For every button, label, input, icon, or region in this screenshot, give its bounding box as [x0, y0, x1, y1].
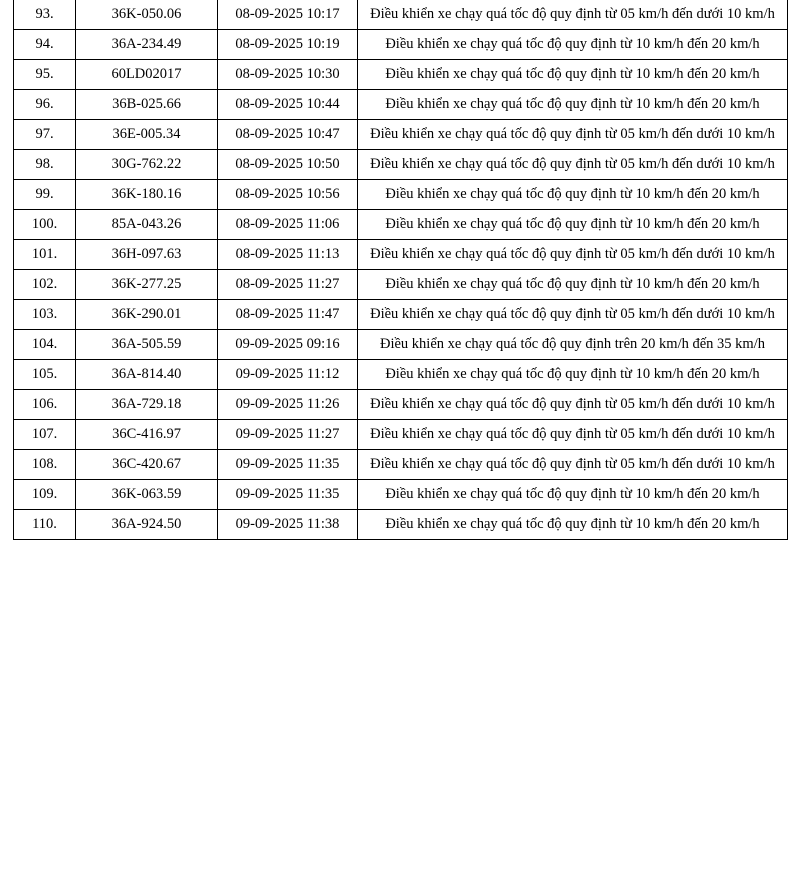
table-row — [14, 0, 788, 30]
row-index: 99. — [14, 180, 76, 210]
row-index: 93. — [14, 0, 76, 30]
table-row — [14, 300, 788, 330]
row-plate: 60LD02017 — [76, 60, 218, 90]
row-plate: 36C-416.97 — [76, 420, 218, 450]
row-time: 08-09-2025 10:19 — [218, 30, 358, 60]
row-plate: 36A-814.40 — [76, 360, 218, 390]
table-row — [14, 510, 788, 540]
row-plate: 36A-924.50 — [76, 510, 218, 540]
row-index: 94. — [14, 30, 76, 60]
row-index: 100. — [14, 210, 76, 240]
row-plate: 36E-005.34 — [76, 120, 218, 150]
row-behavior: Điều khiển xe chạy quá tốc độ quy định từ 10 km/h đến 20 km/h — [358, 210, 788, 240]
table-row — [14, 210, 788, 240]
table-row — [14, 60, 788, 90]
row-index: 101. — [14, 240, 76, 270]
table-row — [14, 480, 788, 510]
row-time: 08-09-2025 10:30 — [218, 60, 358, 90]
table-row — [14, 90, 788, 120]
row-plate: 36A-505.59 — [76, 330, 218, 360]
table-row — [14, 360, 788, 390]
row-plate: 36K-063.59 — [76, 480, 218, 510]
row-time: 09-09-2025 11:26 — [218, 390, 358, 420]
row-time: 09-09-2025 09:16 — [218, 330, 358, 360]
row-time: 08-09-2025 11:06 — [218, 210, 358, 240]
table-row — [14, 150, 788, 180]
row-behavior: Điều khiển xe chạy quá tốc độ quy định từ 05 km/h đến dưới 10 km/h — [358, 150, 788, 180]
row-index: 105. — [14, 360, 76, 390]
row-behavior: Điều khiển xe chạy quá tốc độ quy định từ 10 km/h đến 20 km/h — [358, 270, 788, 300]
row-time: 09-09-2025 11:27 — [218, 420, 358, 450]
table-row — [14, 420, 788, 450]
row-index: 102. — [14, 270, 76, 300]
row-behavior: Điều khiển xe chạy quá tốc độ quy định từ 05 km/h đến dưới 10 km/h — [358, 120, 788, 150]
row-behavior: Điều khiển xe chạy quá tốc độ quy định trên 20 km/h đến 35 km/h — [358, 330, 788, 360]
row-index: 106. — [14, 390, 76, 420]
row-time: 08-09-2025 11:27 — [218, 270, 358, 300]
row-behavior: Điều khiển xe chạy quá tốc độ quy định từ 10 km/h đến 20 km/h — [358, 60, 788, 90]
row-plate: 36K-050.06 — [76, 0, 218, 30]
row-behavior: Điều khiển xe chạy quá tốc độ quy định từ 10 km/h đến 20 km/h — [358, 180, 788, 210]
row-plate: 30G-762.22 — [76, 150, 218, 180]
table-row — [14, 450, 788, 480]
row-behavior: Điều khiển xe chạy quá tốc độ quy định từ 05 km/h đến dưới 10 km/h — [358, 240, 788, 270]
row-index: 107. — [14, 420, 76, 450]
row-index: 96. — [14, 90, 76, 120]
row-behavior: Điều khiển xe chạy quá tốc độ quy định từ 10 km/h đến 20 km/h — [358, 360, 788, 390]
row-time: 09-09-2025 11:35 — [218, 480, 358, 510]
row-time: 08-09-2025 10:50 — [218, 150, 358, 180]
row-plate: 36H-097.63 — [76, 240, 218, 270]
row-time: 08-09-2025 10:17 — [218, 0, 358, 30]
table-row — [14, 30, 788, 60]
row-index: 103. — [14, 300, 76, 330]
row-index: 97. — [14, 120, 76, 150]
violations-table-body — [14, 0, 788, 540]
row-time: 09-09-2025 11:38 — [218, 510, 358, 540]
row-time: 08-09-2025 10:56 — [218, 180, 358, 210]
row-behavior: Điều khiển xe chạy quá tốc độ quy định từ 10 km/h đến 20 km/h — [358, 90, 788, 120]
row-plate: 36A-729.18 — [76, 390, 218, 420]
row-time: 08-09-2025 10:47 — [218, 120, 358, 150]
table-row — [14, 120, 788, 150]
row-time: 09-09-2025 11:12 — [218, 360, 358, 390]
row-behavior: Điều khiển xe chạy quá tốc độ quy định từ 10 km/h đến 20 km/h — [358, 480, 788, 510]
row-index: 108. — [14, 450, 76, 480]
row-index: 104. — [14, 330, 76, 360]
row-plate: 36K-290.01 — [76, 300, 218, 330]
table-row — [14, 240, 788, 270]
table-row — [14, 330, 788, 360]
row-behavior: Điều khiển xe chạy quá tốc độ quy định từ 05 km/h đến dưới 10 km/h — [358, 390, 788, 420]
row-time: 09-09-2025 11:35 — [218, 450, 358, 480]
table-row — [14, 270, 788, 300]
table-row — [14, 390, 788, 420]
row-index: 109. — [14, 480, 76, 510]
row-plate: 36K-180.16 — [76, 180, 218, 210]
row-plate: 36K-277.25 — [76, 270, 218, 300]
row-time: 08-09-2025 11:47 — [218, 300, 358, 330]
row-index: 95. — [14, 60, 76, 90]
row-time: 08-09-2025 10:44 — [218, 90, 358, 120]
row-index: 98. — [14, 150, 76, 180]
row-plate: 85A-043.26 — [76, 210, 218, 240]
row-plate: 36C-420.67 — [76, 450, 218, 480]
row-behavior: Điều khiển xe chạy quá tốc độ quy định từ 05 km/h đến dưới 10 km/h — [358, 300, 788, 330]
row-behavior: Điều khiển xe chạy quá tốc độ quy định từ 05 km/h đến dưới 10 km/h — [358, 420, 788, 450]
row-time: 08-09-2025 11:13 — [218, 240, 358, 270]
violations-table — [13, 0, 788, 540]
row-behavior: Điều khiển xe chạy quá tốc độ quy định từ 10 km/h đến 20 km/h — [358, 510, 788, 540]
row-index: 110. — [14, 510, 76, 540]
row-behavior: Điều khiển xe chạy quá tốc độ quy định từ 05 km/h đến dưới 10 km/h — [358, 450, 788, 480]
row-plate: 36B-025.66 — [76, 90, 218, 120]
row-behavior: Điều khiển xe chạy quá tốc độ quy định từ 10 km/h đến 20 km/h — [358, 30, 788, 60]
row-behavior: Điều khiển xe chạy quá tốc độ quy định từ 05 km/h đến dưới 10 km/h — [358, 0, 788, 30]
row-plate: 36A-234.49 — [76, 30, 218, 60]
table-row — [14, 180, 788, 210]
